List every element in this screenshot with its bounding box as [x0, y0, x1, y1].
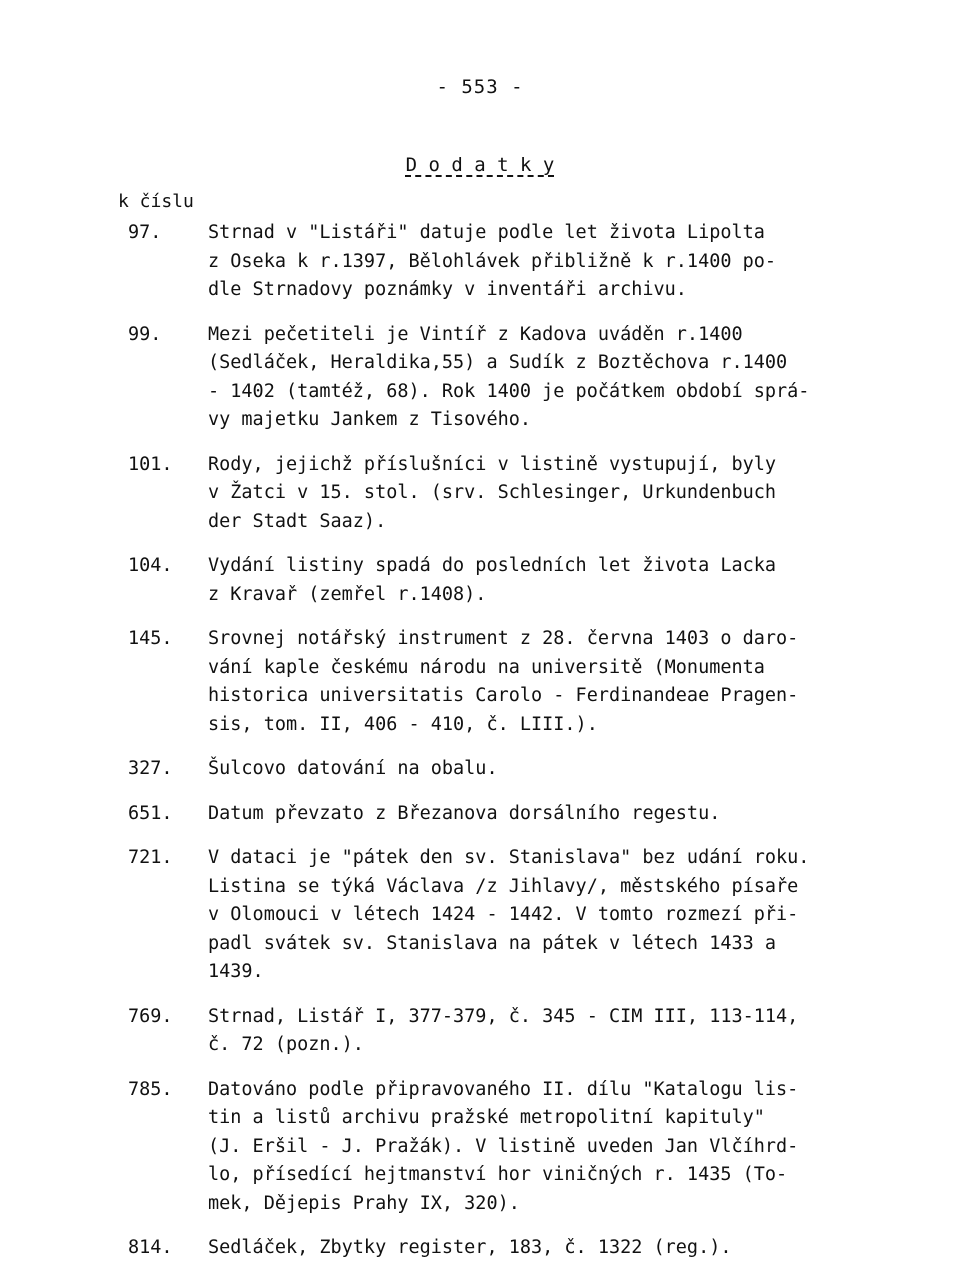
entry	[0, 321, 960, 435]
entry-line: Srovnej notářský instrument z 28. června 1403 o daro-	[208, 628, 799, 649]
entry-number: 145.	[128, 628, 173, 649]
entries-list	[0, 219, 960, 1279]
entry-text	[208, 552, 848, 609]
entry-line: Datum převzato z Březanova dorsálního regestu.	[208, 802, 721, 824]
entry-line: Mezi pečetiteli je Vintíř z Kadova uváděn r.1400	[208, 323, 743, 345]
entry	[0, 800, 960, 829]
entry	[0, 1003, 960, 1060]
entry-line: z Kravař (zemřel r.1408).	[208, 583, 487, 605]
entry-line: v Žatci v 15. stol. (srv. Schlesinger, Urkundenbuch	[208, 482, 777, 503]
entry-line: lo, přísedící hejtmanství hor viničných r. 1435 (To-	[208, 1164, 788, 1185]
entry	[0, 755, 960, 784]
entry-line: Šulcovo datování na obalu.	[208, 758, 498, 779]
entry-number: 769.	[128, 1005, 173, 1027]
entry	[0, 552, 960, 609]
entry-line: der Stadt Saaz).	[208, 510, 387, 532]
entry-line: padl svátek sv. Stanislava na pátek v létech 1433 a	[208, 932, 777, 954]
entry-text	[208, 1234, 848, 1263]
entry	[0, 1234, 960, 1263]
page-number: - 553 -	[436, 76, 524, 98]
entry	[0, 1076, 960, 1219]
entry-line: z Oseka k r.1397, Bělohlávek přibližně k r.1400 po-	[208, 250, 777, 272]
entry-text	[208, 1076, 848, 1219]
entry-text	[208, 451, 848, 537]
entry	[0, 451, 960, 537]
entry-line: č. 72 (pozn.).	[208, 1034, 364, 1055]
entry-number: 97.	[128, 222, 162, 243]
entry-line: (J. Eršil - J. Pražák). V listině uveden Jan Vlčíhrd-	[208, 1135, 799, 1157]
entry-text	[208, 844, 848, 987]
entry-number: 721.	[128, 847, 173, 868]
entry-line: (Sedláček, Heraldika,55) a Sudík z Boztěchova r.1400	[208, 352, 788, 373]
entry-number: 99.	[128, 323, 162, 345]
entry-line: vání kaple českému národu na universitě (Monumenta	[208, 656, 765, 678]
entry-number: 327.	[128, 758, 173, 779]
entry-line: Strnad v "Listáři" datuje podle let života Lipolta	[208, 222, 765, 243]
entry-number: 101.	[128, 453, 173, 475]
entry-text	[208, 800, 848, 829]
column-label: k číslu	[118, 191, 194, 212]
section-title: D o d a t k y	[405, 154, 555, 176]
entry-line: Rody, jejichž příslušníci v listině vystupují, byly	[208, 453, 777, 475]
entry-line: - 1402 (tamtéž, 68). Rok 1400 je počátkem období sprá-	[208, 380, 810, 402]
entry	[0, 219, 960, 305]
entry-text	[208, 625, 848, 739]
entry-line: mek, Dějepis Prahy IX, 320).	[208, 1192, 520, 1214]
entry-line: historica universitatis Carolo - Ferdinandeae Pragen-	[208, 685, 799, 706]
entry-line: Listina se týká Václava /z Jihlavy/, městského písaře	[208, 875, 799, 897]
entry-line: vy majetku Jankem z Tisového.	[208, 409, 532, 430]
entry-line: 1439.	[208, 961, 264, 982]
entry-text	[208, 755, 848, 784]
entry-line: dle Strnadovy poznámky v inventáři archivu.	[208, 279, 687, 300]
entry-text	[208, 219, 848, 305]
entry-line: Sedláček, Zbytky register, 183, č. 1322 (reg.).	[208, 1237, 732, 1258]
entry-text	[208, 1003, 848, 1060]
entry-line: tin a listů archivu pražské metropolitní kapituly"	[208, 1107, 765, 1128]
entry-number: 651.	[128, 802, 173, 824]
entry-line: Vydání listiny spadá do posledních let života Lacka	[208, 555, 777, 576]
entry-line: sis, tom. II, 406 - 410, č. LIII.).	[208, 713, 598, 735]
entry-number: 785.	[128, 1078, 173, 1100]
entry	[0, 625, 960, 739]
entry-number: 104.	[128, 555, 173, 576]
entry-number: 814.	[128, 1237, 173, 1258]
entry-line: Strnad, Listář I, 377-379, č. 345 - CIM III, 113-114,	[208, 1005, 799, 1027]
entry	[0, 844, 960, 987]
entry-text	[208, 321, 848, 435]
entry-line: V dataci je "pátek den sv. Stanislava" bez udání roku.	[208, 847, 810, 868]
entry-line: Datováno podle připravovaného II. dílu "Katalogu lis-	[208, 1078, 799, 1100]
entry-line: v Olomouci v létech 1424 - 1442. V tomto rozmezí při-	[208, 904, 799, 925]
